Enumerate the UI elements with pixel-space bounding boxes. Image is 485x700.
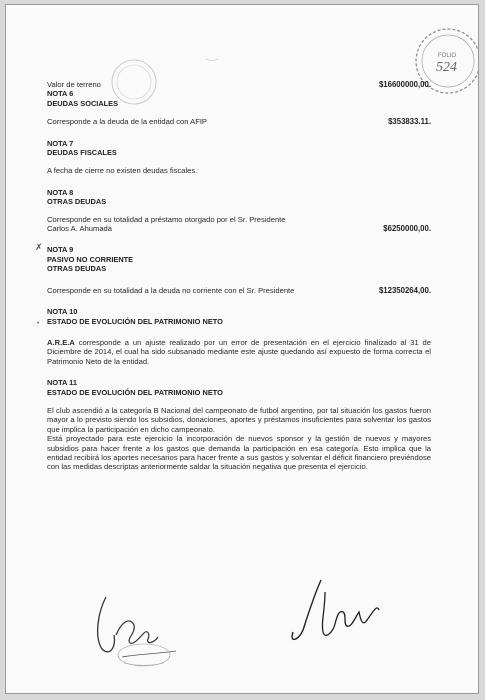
nota9-row (47, 286, 431, 295)
nota8-row (47, 224, 431, 233)
nota7-subtitle: DEUDAS FISCALES (47, 148, 117, 158)
nota8-line2: Carlos A. Ahumada (47, 224, 113, 234)
nota6-amount: $353833.11. (388, 117, 431, 127)
nota9-amount: $12350264,00. (378, 285, 431, 295)
nota11-paragraph-1: El club ascendió a la categoría B Nacional del campeonato de futbol argentino, por tal situación los gastos fueron mayor a lo previsto siendo los subsidios, donaciones, aportes y préstamos insuficientes para solventar los gastos que implica la participación en dicho campeonato. (47, 405, 431, 434)
stamp-number: 524 (436, 60, 457, 75)
notes-content (47, 80, 431, 472)
signature-left (76, 577, 196, 677)
terreno-label: Valor de terreno (47, 80, 101, 89)
nota9-title: NOTA 9 (47, 245, 74, 255)
nota10-paragraph (47, 338, 431, 366)
nota10-title: NOTA 10 (47, 307, 78, 317)
terreno-amount: $16600000,00. (378, 80, 431, 89)
nota8-subtitle: OTRAS DEUDAS (47, 197, 107, 207)
nota6-title: NOTA 6 (47, 89, 74, 99)
terreno-row (47, 80, 431, 89)
document-page (5, 4, 479, 694)
nota7-text: A fecha de cierre no existen deudas fiscales. (47, 166, 198, 176)
nota8-amount: $6250000,00. (383, 224, 431, 234)
nota11-subtitle: ESTADO DE EVOLUCIÓN DEL PATRIMONIO NETO (47, 387, 223, 397)
nota11-paragraph-2: Está proyectado para este ejercicio la incorporación de nuevos sponsor y la gestión de nuevos y mayores subsidios para hacer frente a los gastos que demanda la participación en esa categoría. Esto implica que la entidad recibirá los aportes necesarios para hacer frente a sus gastos y solventar el déficit financiero previéndose con las medidas descriptas anteriormente saldar la situación negativa que presenta el ejercicio. (47, 434, 431, 472)
nota8-title: NOTA 8 (47, 187, 74, 197)
nota10-subtitle: ESTADO DE EVOLUCIÓN DEL PATRIMONIO NETO (47, 316, 223, 326)
nota7-title: NOTA 7 (47, 138, 74, 148)
nota9-subtitle1: PASIVO NO CORRIENTE (47, 254, 134, 264)
signature-right-stroke (322, 592, 379, 635)
nota9-subtitle2: OTRAS DEUDAS (47, 264, 107, 274)
nota6-text: Corresponde a la deuda de la entidad con AFIP (47, 117, 208, 127)
nota6-subtitle: DEUDAS SOCIALES (47, 98, 119, 108)
nota6-row (47, 117, 431, 126)
nota8-line1: Corresponde en su totalidad a préstamo otorgado por el Sr. Presidente (47, 214, 286, 224)
nota9-text: Corresponde en su totalidad a la deuda no corriente con el Sr. Presidente (47, 285, 295, 295)
nota10-lead: A.R.E.A (47, 337, 75, 347)
signature-right (292, 580, 321, 639)
stamp-label: FOLIO (438, 53, 457, 59)
margin-dot: • (37, 321, 40, 327)
nota11-title: NOTA 11 (47, 378, 77, 388)
margin-mark: ✗ (35, 242, 43, 252)
nota10-text: corresponde a un ajuste realizado por un error de presentación en el ejercicio finalizado al 31 de Diciembre de 2014, el cual ha sido subsanado mediante este ajuste quedando así expuesto de forma correcta el Patrimonio Neto de la entidad. (47, 337, 431, 366)
